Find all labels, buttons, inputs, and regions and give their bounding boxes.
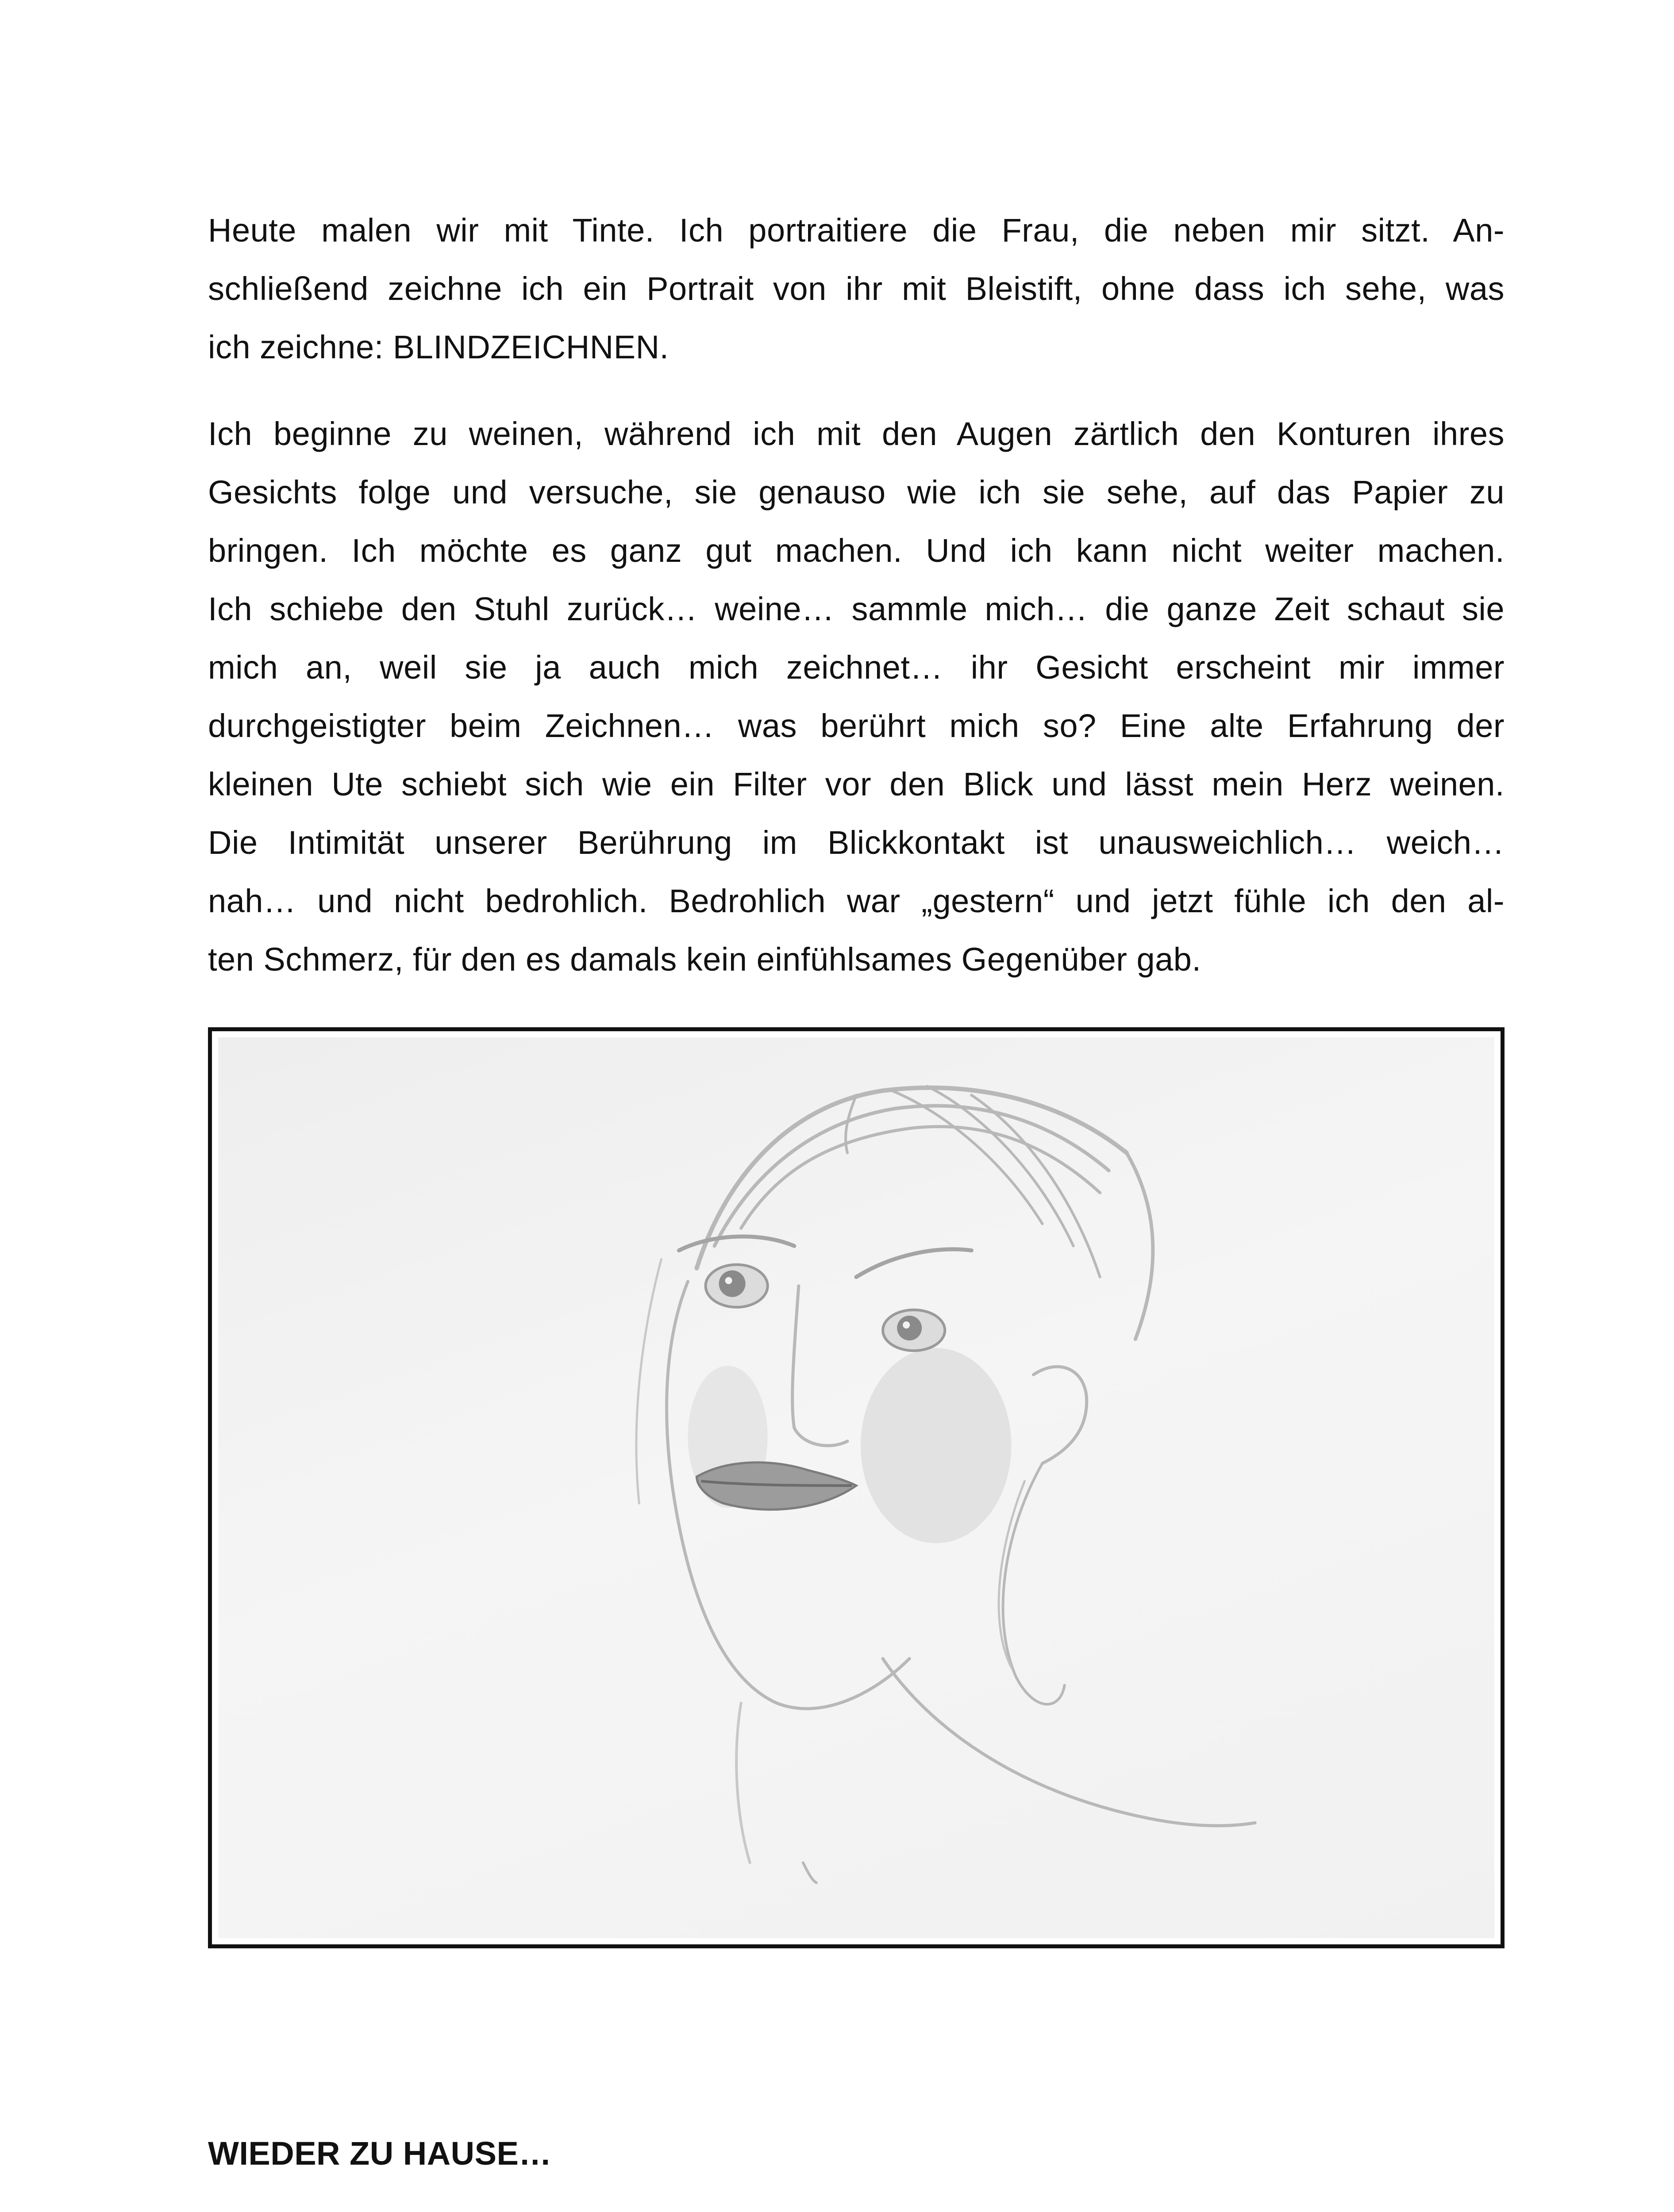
paragraph-2 bbox=[208, 405, 1505, 989]
paragraph-2-line: durchgeistigter beim Zeichnen… was berührt mich so? Eine alte Erfahrung der bbox=[208, 707, 1505, 744]
paragraph-2-line: Die Intimität unserer Berührung im Blickkontakt ist unausweichlich… weich… bbox=[208, 824, 1505, 861]
paragraph-2-line: Gesichts folge und versuche, sie genauso wie ich sie sehe, auf das Papier zu bbox=[208, 474, 1505, 511]
paragraph-1 bbox=[208, 201, 1505, 376]
paragraph-2-line: Ich schiebe den Stuhl zurück… weine… sammle mich… die ganze Zeit schaut sie bbox=[208, 591, 1505, 627]
paragraph-2-line: ten Schmerz, für den es damals kein einfühlsames Gegenüber gab. bbox=[208, 941, 1201, 978]
paragraph-2-line: bringen. Ich möchte es ganz gut machen. Und ich kann nicht weiter machen. bbox=[208, 532, 1505, 569]
paragraph-2-line: mich an, weil sie ja auch mich zeichnet… ihr Gesicht erscheint mir immer bbox=[208, 649, 1505, 686]
paragraph-2-line: kleinen Ute schiebt sich wie ein Filter vor den Blick und lässt mein Herz weinen. bbox=[208, 766, 1505, 803]
paragraph-2-line: Ich beginne zu weinen, während ich mit den Augen zärtlich den Konturen ihres bbox=[208, 415, 1505, 452]
paragraph-1-line: Heute malen wir mit Tinte. Ich portraitiere die Frau, die neben mir sitzt. An- bbox=[208, 212, 1505, 249]
portrait-figure-frame bbox=[208, 1027, 1505, 1948]
section-heading: WIEDER ZU HAUSE… bbox=[208, 2135, 552, 2172]
portrait-sketch-illustration bbox=[218, 1037, 1494, 1938]
portrait-sketch-image bbox=[218, 1037, 1494, 1938]
paragraph-1-line: schließend zeichne ich ein Portrait von ihr mit Bleistift, ohne dass ich sehe, was bbox=[208, 270, 1505, 307]
paragraph-2-line: nah… und nicht bedrohlich. Bedrohlich war „gestern“ und jetzt fühle ich den al- bbox=[208, 883, 1505, 919]
paragraph-1-line: ich zeichne: BLINDZEICHNEN. bbox=[208, 329, 669, 365]
